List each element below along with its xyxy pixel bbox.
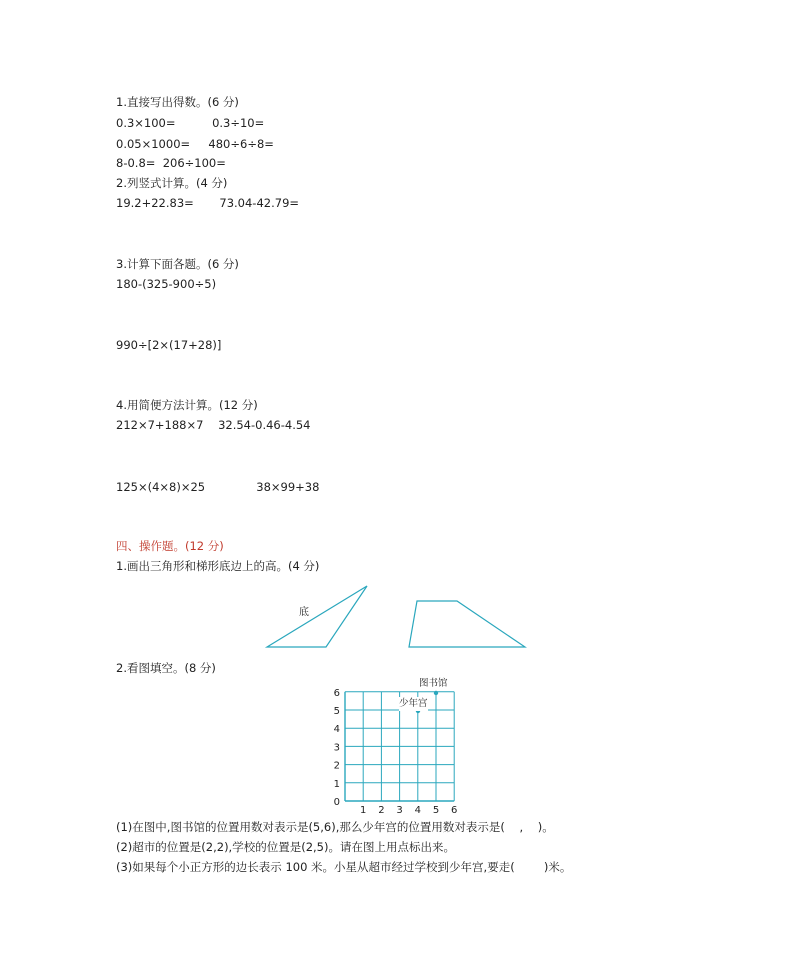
p2-heading: 2.看图填空。(8 分) bbox=[116, 661, 216, 675]
y-tick-label: 3 bbox=[333, 742, 340, 754]
trapezoid-shape bbox=[409, 601, 525, 647]
q4-row-1: 212×7+188×7 32.54-0.46-4.54 bbox=[116, 418, 311, 432]
q3-item-1: 180-(325-900÷5) bbox=[116, 277, 217, 291]
y-tick-label: 2 bbox=[333, 760, 340, 772]
y-tick-label: 5 bbox=[333, 706, 340, 717]
q1-heading: 1.直接写出得数。(6 分) bbox=[116, 95, 239, 109]
x-tick-label: 2 bbox=[378, 805, 385, 816]
x-tick-label: 3 bbox=[396, 805, 403, 816]
triangle-base-label: 底 bbox=[299, 607, 309, 618]
q4-row-2: 125×(4×8)×25 38×99+38 bbox=[116, 480, 320, 494]
x-tick-label: 5 bbox=[432, 805, 440, 816]
p2-sub-1: (1)在图中,图书馆的位置用数对表示是(5,6),那么少年宫的位置用数对表示是( , )。 bbox=[116, 820, 554, 834]
q1-row-2: 0.05×1000= 480÷6÷8= bbox=[116, 137, 274, 151]
q3-heading: 3.计算下面各题。(6 分) bbox=[116, 257, 239, 271]
y-tick-label: 1 bbox=[333, 778, 340, 790]
q1-row-1: 0.3×100= 0.3÷10= bbox=[116, 116, 265, 130]
p1-heading: 1.画出三角形和梯形底边上的高。(4 分) bbox=[116, 559, 320, 573]
q2-heading: 2.列竖式计算。(4 分) bbox=[116, 176, 228, 190]
p2-sub-3: (3)如果每个小正方形的边长表示 100 米。小星从超市经过学校到少年宫,要走( )米。 bbox=[116, 860, 572, 874]
q4-heading: 4.用简便方法计算。(12 分) bbox=[116, 398, 258, 412]
q2-row-1: 19.2+22.83= 73.04-42.79= bbox=[116, 196, 300, 210]
y-tick-label: 0 bbox=[333, 797, 340, 808]
x-axis-ticks bbox=[360, 805, 457, 816]
x-tick-label: 1 bbox=[360, 805, 367, 816]
q3-item-2: 990÷[2×(17+28)] bbox=[116, 338, 222, 352]
y-axis-ticks bbox=[334, 688, 340, 808]
triangle-shape bbox=[267, 586, 367, 647]
p2-sub-2: (2)超市的位置是(2,2),学校的位置是(2,5)。请在图上用点标出来。 bbox=[116, 840, 455, 854]
library-point bbox=[434, 691, 438, 695]
y-tick-label: 6 bbox=[333, 687, 340, 699]
section-4-title: 四、操作题。(12 分) bbox=[116, 539, 224, 553]
library-label: 图书馆 bbox=[419, 678, 448, 689]
youth-palace-label: 少年宫 bbox=[399, 698, 428, 709]
x-tick-label: 4 bbox=[414, 805, 421, 816]
x-tick-label: 6 bbox=[451, 805, 458, 816]
y-tick-label: 4 bbox=[333, 724, 340, 736]
q1-row-3: 8-0.8= 206÷100= bbox=[116, 156, 226, 170]
